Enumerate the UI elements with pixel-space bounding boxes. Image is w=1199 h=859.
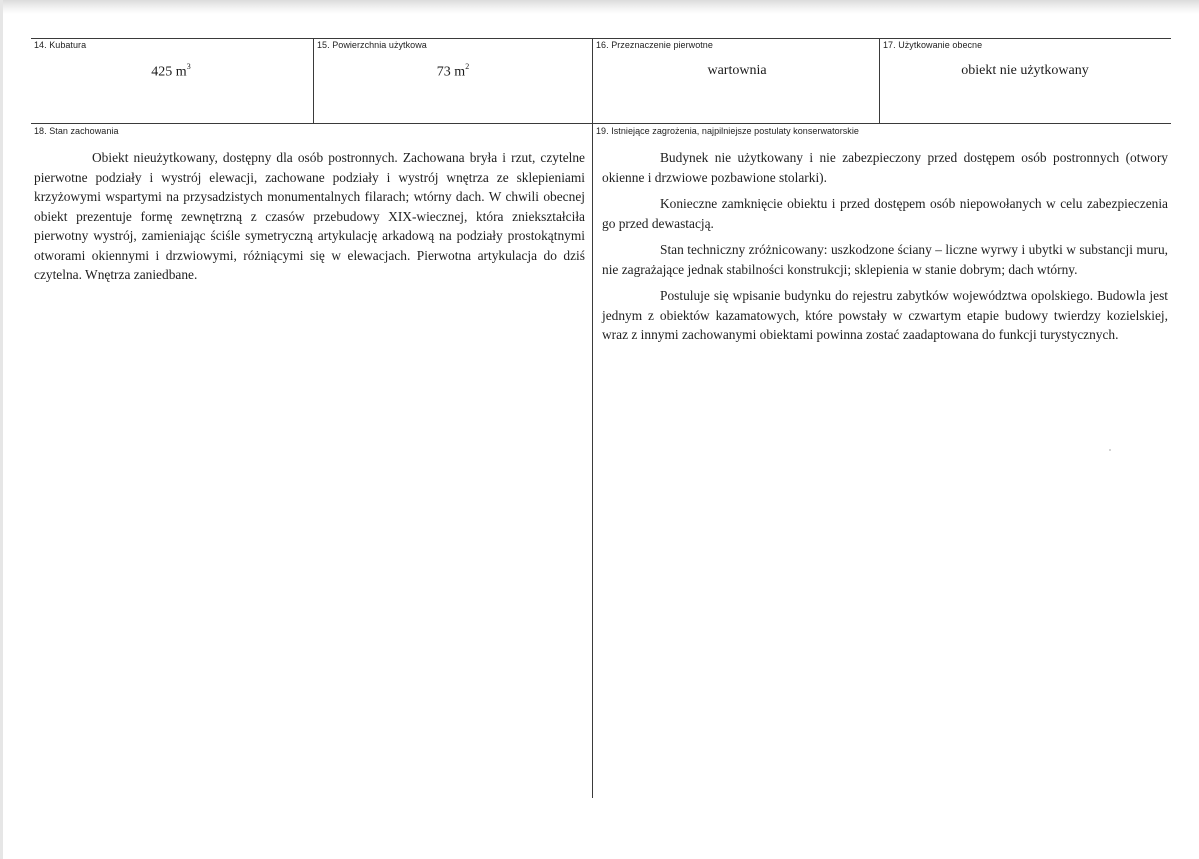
scan-top-shadow [0, 0, 1199, 14]
field-value-powierzchnia [403, 63, 503, 81]
section-label-stan-zachowania: 18. Stan zachowania [34, 126, 119, 136]
powierzchnia-exponent: 2 [465, 62, 470, 71]
field-value-kubatura [121, 63, 221, 81]
stan-zachowania-text [34, 148, 585, 285]
field-value-przeznaczenie: wartownia [707, 63, 767, 78]
kubatura-exponent: 3 [186, 62, 191, 71]
col-divider-2 [592, 38, 593, 798]
powierzchnia-number: 73 m [436, 64, 466, 80]
scan-left-edge [0, 0, 3, 859]
kubatura-number: 425 m [151, 64, 187, 80]
field-label-kubatura: 14. Kubatura [34, 40, 87, 50]
zagrozenia-text [602, 148, 1168, 345]
col-divider-3 [879, 38, 880, 123]
zagrozenia-paragraph-3: Stan techniczny zróżnicowany: uszkodzone ściany – liczne wyrwy i ubytki w substancji muru, nie zagrażające jednak stabilności konstrukcji; sklepienia w stanie dobrym; dach wtórny. [602, 242, 1168, 277]
top-border [31, 38, 1171, 39]
scan-speck [1109, 449, 1111, 451]
field-value-uzytkowanie: obiekt nie użytkowany [961, 63, 1089, 78]
zagrozenia-paragraph-4: Postuluje się wpisanie budynku do rejestru zabytków województwa opolskiego. Budowla jest jednym z obiektów kazamatowych, które powstały w czwartym etapie budowy twierdzy kozielskiej, wraz z innymi zachowanymi obiektami powinna zostać zaadaptowana do funkcji turystycznych. [602, 288, 1168, 342]
zagrozenia-paragraph-1: Budynek nie użytkowany i nie zabezpieczony przed dostępem osób postronnych (otwory okienne i drzwiowe pozbawione stolarki). [602, 150, 1168, 185]
field-label-uzytkowanie: 17. Użytkowanie obecne [883, 40, 983, 50]
zagrozenia-paragraph-2: Konieczne zamknięcie obiektu i przed dostępem osób niepowołanych w celu zabezpieczenia go przed dewastacją. [602, 196, 1168, 231]
field-label-przeznaczenie: 16. Przeznaczenie pierwotne [596, 40, 713, 50]
stan-zachowania-paragraph: Obiekt nieużytkowany, dostępny dla osób postronnych. Zachowana bryła i rzut, czytelne pierwotne podziały i wystrój elewacji, zachowane podziały i wystrój wnętrza ze sklepieniami krzyżowymi wspartymi na przysadzistych monumentalnych filarach; wtórny dach. W chwili obecnej obiekt prezentuje formę zewnętrzną z czasów przebudowy XIX-wiecznej, która zniekształciła pierwotny wystrój, zamieniając ściśle symetryczną artykulację arkadową na podziały prostokątnymi otworami okiennymi i drzwiowymi, różniącymi się w elewacjach. Pierwotna artykulacja do dziś czytelna. Wnętrza zaniedbane. [34, 150, 585, 282]
record-sheet [31, 38, 1171, 798]
row-divider [31, 123, 1171, 124]
col-divider-1 [313, 38, 314, 123]
field-label-powierzchnia: 15. Powierzchnia użytkowa [317, 40, 427, 50]
section-label-zagrozenia: 19. Istniejące zagrożenia, najpilniejsze postulaty konserwatorskie [596, 126, 859, 136]
